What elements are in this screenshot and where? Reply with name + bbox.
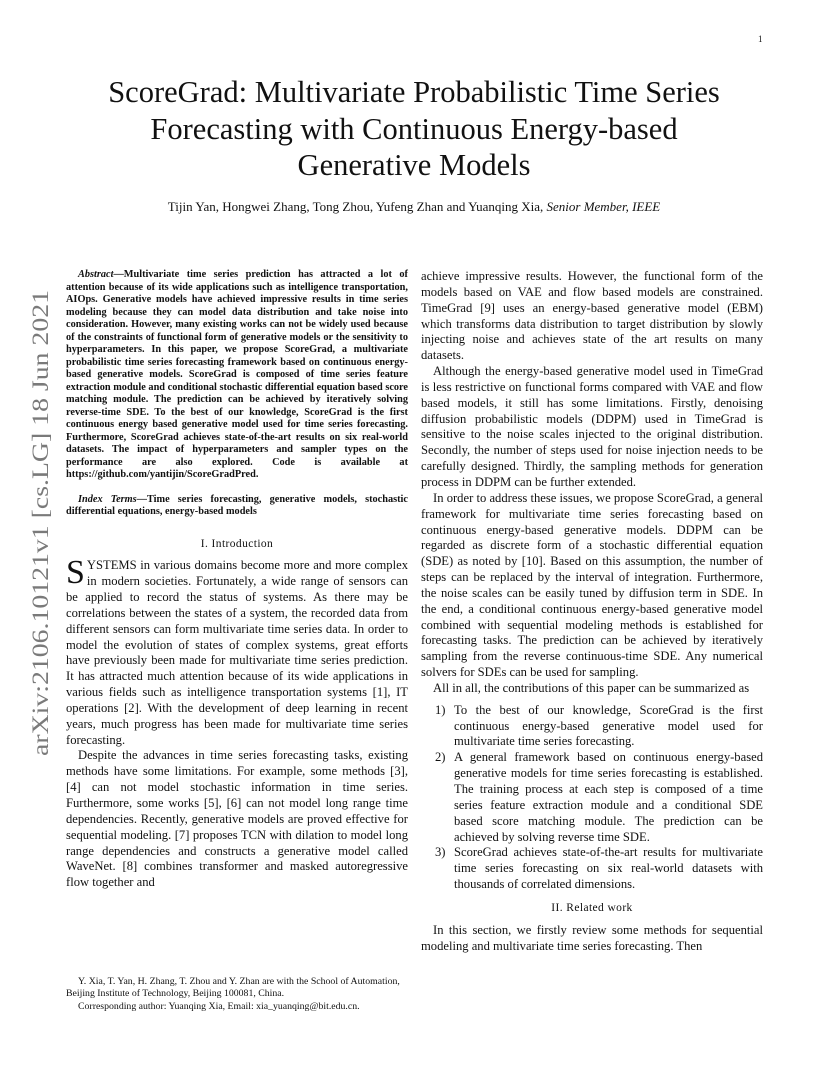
footnote	[66, 976, 408, 1013]
arxiv-stamp-text: arXiv:2106.10121v1 [cs.LG] 18 Jun 2021	[28, 370, 53, 756]
drop-cap: S	[66, 554, 85, 592]
intro-paragraph-1	[66, 554, 408, 748]
abstract	[66, 269, 408, 482]
list-item-text: ScoreGrad achieves state-of-the-art results for multivariate time series forecasting on six real-world datasets with thousands of correlated dimensions.	[454, 845, 763, 892]
right-paragraph-3: In order to address these issues, we propose ScoreGrad, a general framework for multivariate time series forecasting based on continuous energy-based generative models. DDPM can be regarded as discrete form of a stochastic differential equation (SDE) as noted by [10]. Based on this assumption, the number of steps can be replaced by the interval of integration. Furthermore, the noise scales can be easily tuned by diffusion term in SDE. In the end, a conditional continuous energy-based generative model combined with sequential modeling methods is established for forecasting tasks. The prediction can be achieved by iteratively sampling from the reverse continuous-time SDE. Any numerical solvers for SDEs can be used for sampling.	[421, 490, 763, 680]
authors-names: Tijin Yan, Hongwei Zhang, Tong Zhou, Yufeng Zhan and Yuanqing Xia,	[167, 199, 544, 214]
page-number: 1	[758, 34, 763, 44]
list-item	[421, 750, 763, 845]
right-column	[421, 269, 763, 954]
left-column	[66, 269, 408, 891]
right-paragraph-2: Although the energy-based generative model used in TimeGrad is less restrictive on functional forms compared with VAE and flow based models, it still has some limitations. Firstly, denoising diffusion probabilistic models (DDPM) used in TimeGrad is sensitive to the noise scales injected to the original distribution. Secondly, the number of steps used for noise injection needs to be carefully designed. Thirdly, the sampling methods for generation process in DDPM can be further extended.	[421, 364, 763, 489]
list-item-text: To the best of our knowledge, ScoreGrad is the first continuous energy-based generative model used for multivariate time series forecasting.	[454, 702, 763, 749]
list-item-number: 3)	[435, 845, 446, 860]
title-line-1: ScoreGrad: Multivariate Probabilistic Time Series	[108, 75, 720, 109]
index-terms-text: —Time series forecasting, generative models, stochastic differential equations, energy-based models	[66, 493, 408, 517]
abstract-text: —Multivariate time series prediction has attracted a lot of attention because of its wide applications such as intelligence transportation, AIOps. Generative models have achieved impressive results in time series modeling because they can model data distribution and take noise into consideration. However, many existing works can not be widely used because of the constraints of functional form of generative models or the sensitivity to hyperparameters. In this paper, we propose ScoreGrad, a multivariate probabilistic time series forecasting framework based on continuous energy-based generative models. ScoreGrad is composed of time series feature extraction module and conditional stochastic differential equation based score matching module. The prediction can be achieved by iteratively solving reverse-time SDE. To the best of our knowledge, ScoreGrad is the first continuous energy based generative model used for time series forecasting. Furthermore, ScoreGrad achieves state-of-the-art results on six real-world datasets. The impact of hyperparameters and sampler types on the performance are also explored. Code is available at https://github.com/yantijin/ScoreGradPred.	[66, 269, 408, 480]
section-heading-introduction: I. Introduction	[200, 537, 274, 550]
author-list	[64, 199, 764, 215]
index-terms	[66, 494, 408, 519]
title-line-3: Generative Models	[297, 148, 531, 182]
list-item-number: 1)	[435, 702, 446, 717]
list-item	[421, 703, 763, 751]
title-line-2: Forecasting with Continuous Energy-based	[150, 111, 678, 146]
footnote-affiliation: Y. Xia, T. Yan, H. Zhang, T. Zhou and Y. Zhan are with the School of Automation, Beijing Institute of Technology, Beijing 100081, China.	[66, 976, 400, 1000]
intro-paragraph-1-text: YSTEMS in various domains become more and more complex in modern societies. Fortunately, a wide range of sensors can be applied to record the status of systems. As there may be correlations between the states of a system, the recorded data from different sensors can form multivariate time series data. In order to model the evolution of states of complex systems, great efforts have previously been made for multivariate time series prediction. It has attracted much attention because of its wide applications in various fields such as intelligence transportation systems [1], IT operations [2]. With the development of deep learning in recent years, much progress has been made for multivariate time series forecasting.	[66, 558, 408, 747]
list-item	[421, 845, 763, 893]
contribution-list	[421, 703, 763, 893]
related-work-paragraph-1: In this section, we firstly review some methods for sequential modeling and multivariate time series forecasting. Then	[421, 922, 763, 953]
paper-title	[64, 74, 764, 184]
list-item-number: 2)	[435, 750, 446, 765]
authors-membership: Senior Member, IEEE	[546, 199, 661, 214]
arxiv-stamp	[18, 290, 58, 760]
list-item-text: A general framework based on continuous energy-based generative models for time series forecasting is established. The training process at each step is composed of a time series feature extraction module and a conditional SDE based score matching module. The prediction can be achieved by solving reverse time SDE.	[454, 750, 763, 844]
right-paragraph-4: All in all, the contributions of this paper can be summarized as	[433, 680, 750, 695]
abstract-label: Abstract	[78, 269, 114, 280]
intro-paragraph-2: Despite the advances in time series forecasting tasks, existing methods have some limitations. For example, some methods [3], [4] can not model stochastic information in time series. Furthermore, some works [5], [6] can not model long range time dependencies. Recently, generative models are proved effective for sequential modeling. [7] proposes TCN with dilation to model long range dependencies and constructs a generative model called WaveNet. [8] combines transformer and masked autoregressive flow together and	[66, 748, 408, 890]
index-terms-label: Index Terms	[78, 493, 137, 505]
section-heading-related-work: II. Related work	[551, 901, 633, 914]
footnote-corresponding: Corresponding author: Yuanqing Xia, Email: xia_yuanqing@bit.edu.cn.	[78, 1000, 360, 1012]
right-paragraph-1: achieve impressive results. However, the functional form of the models based on VAE and flow based models are constrained. TimeGrad [9] uses an energy-based generative model (EBM) which transforms data distribution to target distribution by slowly injecting noise and achieves state of the art results on many datasets.	[421, 269, 763, 363]
